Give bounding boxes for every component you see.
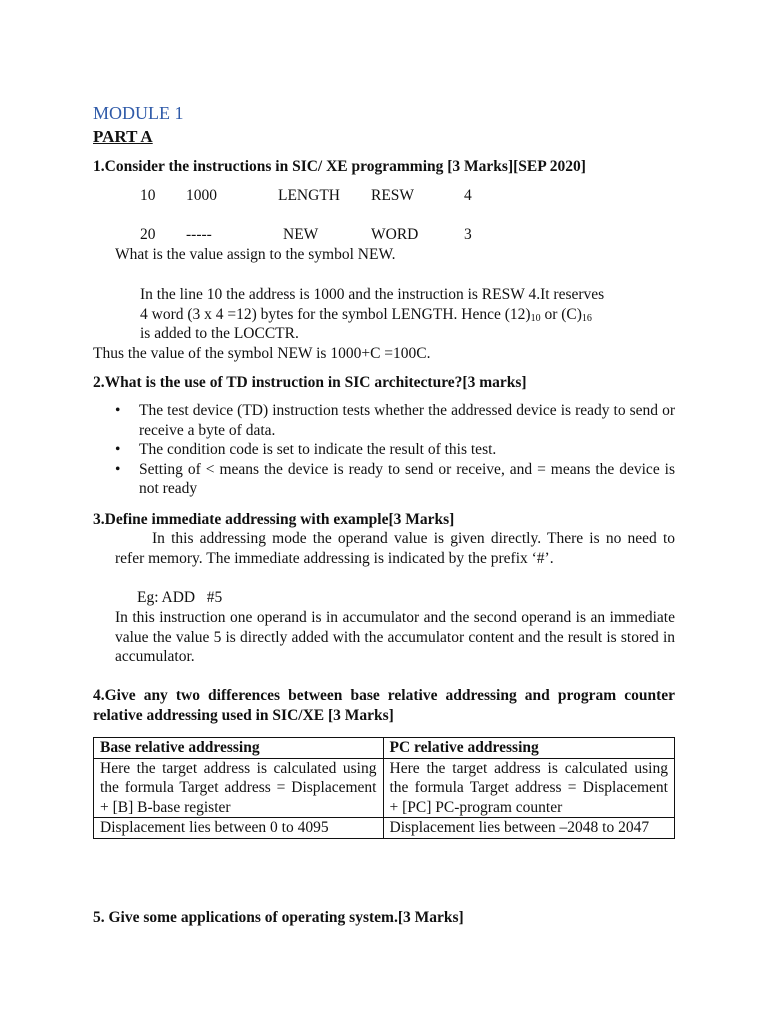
operand: 4	[464, 187, 472, 204]
table-header-row	[94, 738, 675, 759]
subscript: 10	[530, 312, 541, 324]
bullet-icon: •	[115, 460, 121, 478]
label: NEW	[283, 226, 319, 243]
line-number: 20	[140, 226, 156, 243]
operand: 3	[464, 226, 472, 243]
answer-line: 4 word (3 x 4 =12) bytes for the symbol LENGTH. Hence $(12)_{10}$ or $(C)_{16}$	[140, 305, 592, 324]
list-item: • The condition code is set to indicate the result of this test.	[115, 441, 497, 458]
list-item: • Setting of < means the device is ready to send or receive, and = means the device is not ready	[115, 460, 675, 497]
question-3-title: 3.Define immediate addressing with example[3 Marks]	[93, 511, 455, 528]
answer-line: is added to the LOCCTR.	[140, 325, 299, 342]
question-2-title: 2.What is the use of TD instruction in SIC architecture?[3 marks]	[93, 374, 527, 391]
address: -----	[186, 226, 212, 243]
part-heading: PART A	[93, 127, 153, 146]
bullet-icon: •	[115, 441, 121, 458]
table-row	[94, 758, 675, 818]
module-heading: MODULE 1	[93, 103, 184, 123]
opcode: RESW	[371, 187, 415, 204]
bullet-list	[115, 401, 675, 499]
subscript: 16	[581, 312, 592, 324]
line-number: 10	[140, 187, 156, 204]
question-3-paragraph: In this addressing mode the operand value is given directly. There is no need to refer memory. The immediate addressing is indicated by the prefix ‘#’.	[115, 530, 675, 567]
question-3-example: Eg: ADD #5	[137, 589, 223, 606]
question-4-title: 4.Give any two differences between base relative addressing and program counter relative addressing used in SIC/XE [3 Marks]	[93, 687, 675, 724]
opcode: WORD	[371, 226, 419, 243]
table-cell: Displacement lies between 0 to 4095	[94, 818, 384, 839]
table-header: PC relative addressing	[383, 738, 675, 759]
question-1-prompt: What is the value assign to the symbol NEW.	[115, 246, 396, 263]
table-cell: Here the target address is calculated using the formula Target address = Displacement + [B] B-base register	[94, 758, 384, 818]
comparison-table	[93, 737, 675, 839]
table-cell: Here the target address is calculated using the formula Target address = Displacement + [PC] PC-program counter	[383, 758, 675, 818]
question-1-conclusion: Thus the value of the symbol NEW is 1000+C =100C.	[93, 345, 431, 362]
question-5-title: 5. Give some applications of operating system.[3 Marks]	[93, 909, 464, 926]
table-row	[94, 818, 675, 839]
table-cell: Displacement lies between –2048 to 2047	[383, 818, 675, 839]
question-1-answer	[140, 285, 675, 344]
answer-line: In the line 10 the address is 1000 and the instruction is RESW 4.It reserves	[140, 286, 605, 303]
question-1-title: 1.Consider the instructions in SIC/ XE programming [3 Marks][SEP 2020]	[93, 158, 586, 175]
question-3-explanation: In this instruction one operand is in accumulator and the second operand is an immediate value the value 5 is directly added with the accumulator content and the result is stored in accumulator.	[115, 609, 675, 665]
table-header: Base relative addressing	[94, 738, 384, 759]
label: LENGTH	[278, 187, 340, 204]
bullet-icon: •	[115, 402, 121, 419]
address: 1000	[186, 187, 217, 204]
list-item: • The test device (TD) instruction tests whether the addressed device is ready to send or receive a byte of data.	[115, 402, 675, 439]
